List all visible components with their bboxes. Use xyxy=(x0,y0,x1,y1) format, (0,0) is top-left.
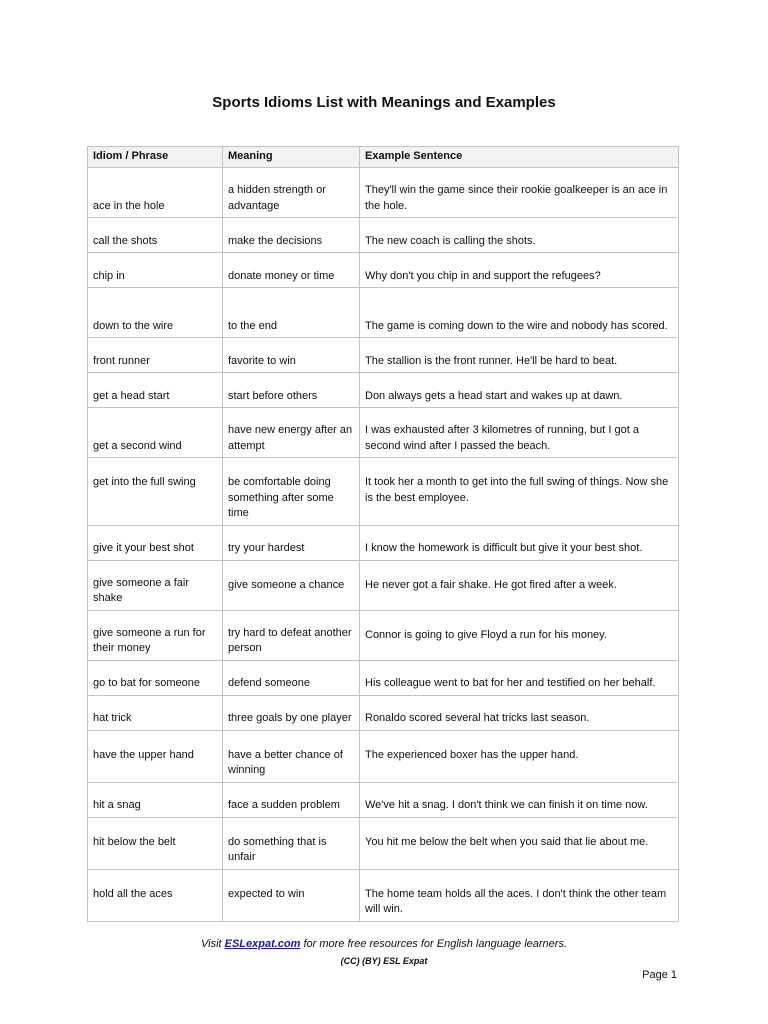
idiom-cell: chip in xyxy=(88,253,223,288)
idiom-cell: go to bat for someone xyxy=(88,660,223,695)
idiom-cell: call the shots xyxy=(88,218,223,253)
page-number: Page 1 xyxy=(642,969,677,981)
meaning-cell: try hard to defeat another person xyxy=(223,610,360,660)
meaning-cell: three goals by one player xyxy=(223,695,360,730)
idiom-cell: hat trick xyxy=(88,695,223,730)
table-row xyxy=(88,168,679,218)
table-row xyxy=(88,338,679,373)
meaning-cell: expected to win xyxy=(223,869,360,921)
example-cell: The game is coming down to the wire and nobody has scored. xyxy=(360,288,679,338)
page-title: Sports Idioms List with Meanings and Examples xyxy=(212,94,556,111)
meaning-cell: to the end xyxy=(223,288,360,338)
idiom-cell: give someone a fair shake xyxy=(88,560,223,610)
example-cell: I was exhausted after 3 kilometres of running, but I got a second wind after I passed the beach. xyxy=(360,408,679,458)
meaning-cell: make the decisions xyxy=(223,218,360,253)
example-cell: They'll win the game since their rookie goalkeeper is an ace in the hole. xyxy=(360,168,679,218)
idiom-cell: ace in the hole xyxy=(88,168,223,218)
footer-visit-suffix: for more free resources for English language learners. xyxy=(300,938,568,950)
example-cell: The experienced boxer has the upper hand. xyxy=(360,730,679,782)
table-row xyxy=(88,660,679,695)
example-cell: The home team holds all the aces. I don't think the other team will win. xyxy=(360,869,679,921)
example-cell: I know the homework is difficult but give it your best shot. xyxy=(360,525,679,560)
idiom-cell: have the upper hand xyxy=(88,730,223,782)
table-row xyxy=(88,288,679,338)
idiom-cell: get a second wind xyxy=(88,408,223,458)
idiom-cell: front runner xyxy=(88,338,223,373)
example-cell: He never got a fair shake. He got fired after a week. xyxy=(360,560,679,610)
idiom-cell: down to the wire xyxy=(88,288,223,338)
meaning-cell: have new energy after an attempt xyxy=(223,408,360,458)
footer-credit: (CC) (BY) ESL Expat xyxy=(340,956,428,966)
column-header-example: Example Sentence xyxy=(360,147,679,168)
table-row xyxy=(88,373,679,408)
column-header-idiom: Idiom / Phrase xyxy=(88,147,223,168)
idiom-cell: give it your best shot xyxy=(88,525,223,560)
example-cell: We've hit a snag. I don't think we can finish it on time now. xyxy=(360,782,679,817)
idiom-cell: hold all the aces xyxy=(88,869,223,921)
table-row xyxy=(88,458,679,526)
meaning-cell: donate money or time xyxy=(223,253,360,288)
table-row xyxy=(88,525,679,560)
meaning-cell: face a sudden problem xyxy=(223,782,360,817)
example-cell: His colleague went to bat for her and testified on her behalf. xyxy=(360,660,679,695)
table-row xyxy=(88,560,679,610)
table-header xyxy=(88,147,679,168)
footer-resources-line xyxy=(0,938,768,950)
table-row xyxy=(88,817,679,869)
table-row xyxy=(88,610,679,660)
idiom-cell: hit a snag xyxy=(88,782,223,817)
idiom-cell: get a head start xyxy=(88,373,223,408)
meaning-cell: be comfortable doing something after some time xyxy=(223,458,360,526)
column-header-meaning: Meaning xyxy=(223,147,360,168)
meaning-cell: try your hardest xyxy=(223,525,360,560)
example-cell: Connor is going to give Floyd a run for his money. xyxy=(360,610,679,660)
idiom-cell: get into the full swing xyxy=(88,458,223,526)
idiom-cell: hit below the belt xyxy=(88,817,223,869)
example-cell: Why don't you chip in and support the refugees? xyxy=(360,253,679,288)
meaning-cell: start before others xyxy=(223,373,360,408)
table-row xyxy=(88,218,679,253)
example-cell: The new coach is calling the shots. xyxy=(360,218,679,253)
example-cell: Ronaldo scored several hat tricks last season. xyxy=(360,695,679,730)
table-row xyxy=(88,869,679,921)
meaning-cell: do something that is unfair xyxy=(223,817,360,869)
idioms-table xyxy=(87,146,679,922)
example-cell: It took her a month to get into the full swing of things. Now she is the best employee. xyxy=(360,458,679,526)
meaning-cell: defend someone xyxy=(223,660,360,695)
meaning-cell: give someone a chance xyxy=(223,560,360,610)
meaning-cell: have a better chance of winning xyxy=(223,730,360,782)
meaning-cell: a hidden strength or advantage xyxy=(223,168,360,218)
example-cell: You hit me below the belt when you said that lie about me. xyxy=(360,817,679,869)
table-row xyxy=(88,782,679,817)
table-row xyxy=(88,253,679,288)
example-cell: The stallion is the front runner. He'll be hard to beat. xyxy=(360,338,679,373)
footer-visit-prefix: Visit xyxy=(200,938,225,950)
example-cell: Don always gets a head start and wakes up at dawn. xyxy=(360,373,679,408)
idiom-cell: give someone a run for their money xyxy=(88,610,223,660)
table-row xyxy=(88,408,679,458)
table-header-row xyxy=(88,147,679,168)
eslexpat-link[interactable]: ESLexpat.com xyxy=(224,938,301,950)
table-row xyxy=(88,695,679,730)
table-body xyxy=(88,168,679,922)
meaning-cell: favorite to win xyxy=(223,338,360,373)
table-row xyxy=(88,730,679,782)
